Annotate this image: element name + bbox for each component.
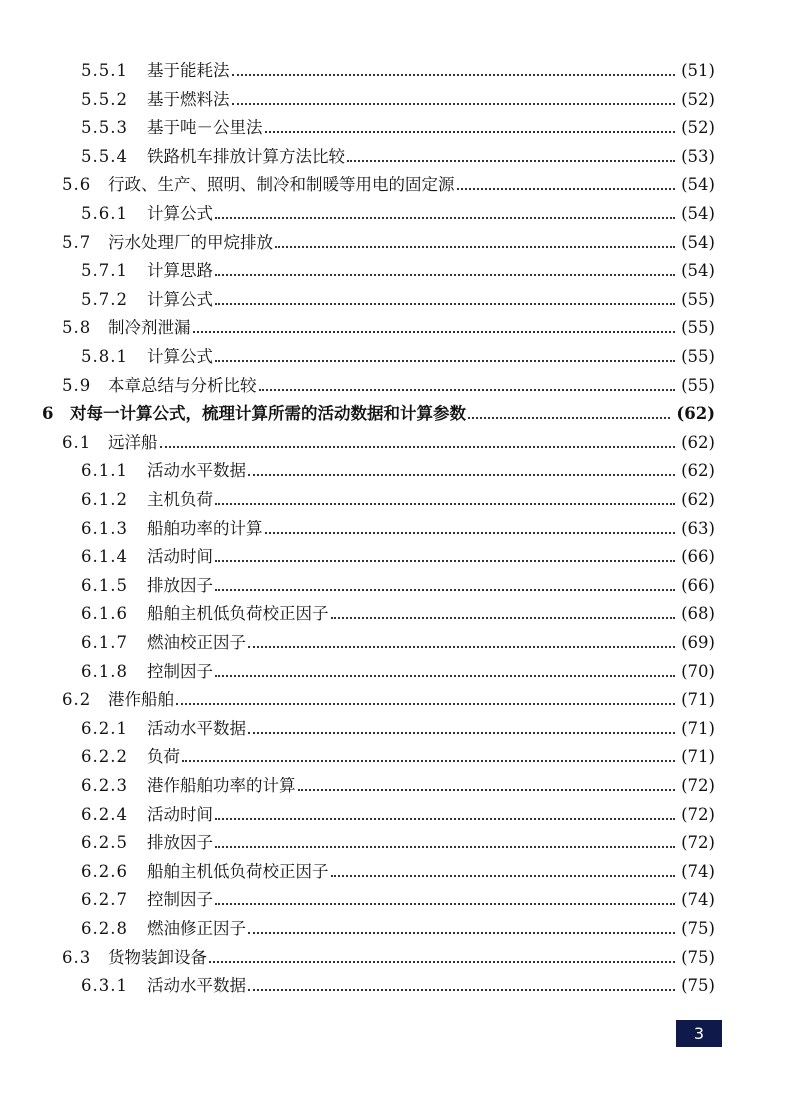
toc-entry-number: 5.6 xyxy=(62,175,92,195)
toc-entry[interactable] xyxy=(81,802,715,828)
toc-entry-number: 6.1.2 xyxy=(81,490,128,509)
toc-leader-dots xyxy=(182,760,675,762)
toc-entry-page: (62) xyxy=(681,432,715,452)
toc-entry-title: 行政、生产、照明、制冷和制暖等用电的固定源 xyxy=(108,175,455,195)
toc-entry-number: 6.2.7 xyxy=(81,890,128,910)
toc-leader-dots xyxy=(215,217,675,219)
toc-leader-dots xyxy=(215,675,675,677)
toc-entry-number: 5.5.3 xyxy=(81,118,128,138)
toc-entry[interactable] xyxy=(81,58,715,84)
toc-entry-page: (66) xyxy=(681,547,715,567)
toc-entry-number: 6.1 xyxy=(62,432,92,452)
toc-entry-number: 6.1.3 xyxy=(81,518,128,538)
toc-entry-title: 货物装卸设备 xyxy=(108,947,207,967)
toc-entry[interactable] xyxy=(62,315,715,341)
toc-leader-dots xyxy=(248,474,675,476)
toc-entry[interactable] xyxy=(62,687,715,713)
toc-entry[interactable] xyxy=(81,287,715,313)
toc-entry[interactable] xyxy=(81,830,715,856)
toc-entry-page: (55) xyxy=(681,318,715,338)
toc-entry-number: 5.8.1 xyxy=(81,347,128,366)
toc-entry[interactable] xyxy=(62,172,715,198)
toc-entry-number: 5.5.1 xyxy=(81,61,128,80)
toc-entry-title: 船舶主机低负荷校正因子 xyxy=(147,604,329,624)
toc-leader-dots xyxy=(331,617,676,619)
toc-entry-page: (52) xyxy=(681,89,715,109)
toc-leader-dots xyxy=(215,846,675,848)
toc-entry-title: 燃油校正因子 xyxy=(147,633,246,652)
toc-leader-dots xyxy=(215,360,675,362)
toc-entry-page: (75) xyxy=(681,947,715,967)
toc-leader-dots xyxy=(160,446,676,448)
toc-entry-page: (72) xyxy=(681,833,715,853)
toc-entry[interactable] xyxy=(81,544,715,570)
toc-entry-title: 本章总结与分析比较 xyxy=(108,375,257,395)
toc-entry[interactable] xyxy=(62,373,715,399)
toc-leader-dots xyxy=(275,246,675,248)
toc-entry-page: (55) xyxy=(681,375,715,395)
toc-entry-number: 6.3.1 xyxy=(81,976,128,996)
toc-leader-dots xyxy=(215,589,675,591)
toc-leader-dots xyxy=(215,503,675,505)
toc-entry-title: 铁路机车排放计算方法比较 xyxy=(147,146,345,166)
toc-entry-title: 活动水平数据 xyxy=(147,718,246,738)
toc-entry-title: 活动水平数据 xyxy=(147,461,246,481)
toc-entry-title: 主机负荷 xyxy=(147,490,213,509)
toc-entry-title: 港作船舶功率的计算 xyxy=(147,776,296,795)
toc-entry-number: 6.1.5 xyxy=(81,575,128,595)
toc-entry-number: 6.2.4 xyxy=(81,804,128,824)
toc-entry-number: 6.1.1 xyxy=(81,461,128,481)
toc-entry-page: (72) xyxy=(681,776,715,795)
toc-entry-title: 排放因子 xyxy=(147,575,213,595)
toc-entry-title: 计算公式 xyxy=(147,204,213,223)
toc-entry-number: 6.2.5 xyxy=(81,833,128,853)
toc-entry-title: 基于吨－公里法 xyxy=(147,118,263,138)
toc-entry-title: 制冷剂泄漏 xyxy=(108,318,191,338)
toc-entry-title: 计算公式 xyxy=(147,347,213,366)
toc-entry-page: (71) xyxy=(681,747,715,767)
toc-entry-page: (54) xyxy=(681,175,715,195)
toc-entry-number: 5.9 xyxy=(62,375,92,395)
toc-entry-number: 5.7 xyxy=(62,232,92,252)
toc-leader-dots xyxy=(259,389,676,391)
toc-entry[interactable] xyxy=(81,115,715,141)
toc-leader-dots xyxy=(209,961,675,963)
toc-entry-page: (51) xyxy=(681,61,715,80)
toc-leader-dots xyxy=(298,789,676,791)
toc-entry[interactable] xyxy=(42,401,715,427)
toc-leader-dots xyxy=(265,131,676,133)
toc-entry[interactable] xyxy=(81,601,715,627)
toc-entry-page: (55) xyxy=(681,347,715,366)
toc-entry-page: (74) xyxy=(681,890,715,910)
toc-entry[interactable] xyxy=(81,344,715,370)
toc-entry-number: 5.5.2 xyxy=(81,89,128,109)
toc-entry-page: (66) xyxy=(681,575,715,595)
toc-entry-title: 负荷 xyxy=(147,747,180,767)
toc-entry-title: 活动水平数据 xyxy=(147,976,246,996)
toc-leader-dots xyxy=(347,160,675,162)
toc-entry-number: 6.2.2 xyxy=(81,747,128,767)
toc-leader-dots xyxy=(193,331,676,333)
toc-entry[interactable] xyxy=(81,458,715,484)
toc-entry-title: 对每一计算公式，梳理计算所需的活动数据和计算参数 xyxy=(70,404,466,424)
toc-entry-page: (54) xyxy=(681,261,715,281)
toc-leader-dots xyxy=(331,875,676,877)
toc-entry[interactable] xyxy=(62,945,715,971)
toc-entry-title: 船舶功率的计算 xyxy=(147,518,263,538)
toc-entry[interactable] xyxy=(81,744,715,770)
toc-entry-title: 基于燃料法 xyxy=(147,89,230,109)
toc-entry[interactable] xyxy=(81,516,715,542)
toc-entry-page: (54) xyxy=(681,204,715,223)
toc-entry-page: (54) xyxy=(681,232,715,252)
toc-entry-number: 5.6.1 xyxy=(81,204,128,223)
toc-entry-number: 6.1.4 xyxy=(81,547,128,567)
toc-entry[interactable] xyxy=(81,716,715,742)
toc-entry-page: (52) xyxy=(681,118,715,138)
toc-leader-dots xyxy=(215,818,675,820)
toc-entry-page: (55) xyxy=(681,289,715,309)
toc-leader-dots xyxy=(468,417,670,419)
toc-entry[interactable] xyxy=(81,887,715,913)
toc-entry-page: (62) xyxy=(681,461,715,481)
toc-entry-page: (69) xyxy=(681,633,715,652)
toc-entry-page: (72) xyxy=(681,804,715,824)
toc-entry-title: 控制因子 xyxy=(147,661,213,681)
toc-entry-page: (62) xyxy=(681,490,715,509)
toc-leader-dots xyxy=(232,103,676,105)
toc-entry-page: (53) xyxy=(681,146,715,166)
toc-entry-number: 5.7.2 xyxy=(81,289,128,309)
toc-entry[interactable] xyxy=(81,916,715,942)
toc-entry[interactable] xyxy=(81,630,715,656)
toc-entry-number: 5.5.4 xyxy=(81,146,128,166)
toc-entry[interactable] xyxy=(81,201,715,227)
toc-entry-title: 污水处理厂的甲烷排放 xyxy=(108,232,273,252)
toc-entry[interactable] xyxy=(62,430,715,456)
toc-entry-number: 5.8 xyxy=(62,318,92,338)
toc-entry-number: 6.1.7 xyxy=(81,633,128,652)
toc-entry[interactable] xyxy=(81,659,715,685)
toc-entry[interactable] xyxy=(81,973,715,999)
toc-entry-title: 排放因子 xyxy=(147,833,213,853)
toc-leader-dots xyxy=(215,303,675,305)
toc-entry-title: 远洋船 xyxy=(108,432,158,452)
toc-entry-number: 6.2.1 xyxy=(81,718,128,738)
toc-entry-page: (75) xyxy=(681,919,715,938)
toc-entry[interactable] xyxy=(81,573,715,599)
toc-entry-number: 6.2 xyxy=(62,690,92,710)
toc-entry[interactable] xyxy=(62,230,715,256)
toc-entry-title: 计算公式 xyxy=(147,289,213,309)
toc-leader-dots xyxy=(457,188,676,190)
toc-leader-dots xyxy=(176,703,675,705)
toc-leader-dots xyxy=(215,274,675,276)
toc-entry-page: (75) xyxy=(681,976,715,996)
toc-entry-page: (71) xyxy=(681,690,715,710)
toc-entry-number: 5.7.1 xyxy=(81,261,128,281)
toc-entry-title: 控制因子 xyxy=(147,890,213,910)
toc-entry-page: (70) xyxy=(681,661,715,681)
toc-entry-number: 6.3 xyxy=(62,947,92,967)
toc-entry-title: 燃油修正因子 xyxy=(147,919,246,938)
toc-entry[interactable] xyxy=(81,859,715,885)
toc-entry-number: 6.2.3 xyxy=(81,776,128,795)
toc-entry-page: (63) xyxy=(681,518,715,538)
toc-entry-title: 活动时间 xyxy=(147,804,213,824)
toc-entry[interactable] xyxy=(81,87,715,113)
page-number-badge: 3 xyxy=(676,1020,722,1047)
toc-entry[interactable] xyxy=(81,773,715,799)
toc-entry-title: 港作船舶 xyxy=(108,690,174,710)
toc-entry-title: 船舶主机低负荷校正因子 xyxy=(147,861,329,881)
toc-entry-title: 计算思路 xyxy=(147,261,213,281)
toc-leader-dots xyxy=(265,532,676,534)
toc-entry-title: 基于能耗法 xyxy=(147,61,230,80)
toc-leader-dots xyxy=(232,74,676,76)
toc-entry-page: (68) xyxy=(681,604,715,624)
toc-entry[interactable] xyxy=(81,258,715,284)
toc-entry-page: (74) xyxy=(681,861,715,881)
toc-leader-dots xyxy=(215,903,675,905)
toc-entry-number: 6.2.6 xyxy=(81,861,128,881)
toc-entry-number: 6 xyxy=(42,404,55,424)
toc-entry-number: 6.1.6 xyxy=(81,604,128,624)
toc-entry-page: (62) xyxy=(676,404,715,424)
toc-leader-dots xyxy=(248,932,675,934)
toc-entry[interactable] xyxy=(81,144,715,170)
toc-entry-number: 6.1.8 xyxy=(81,661,128,681)
toc-entry-number: 6.2.8 xyxy=(81,919,128,938)
toc-leader-dots xyxy=(215,560,675,562)
toc-entry-title: 活动时间 xyxy=(147,547,213,567)
toc-leader-dots xyxy=(248,989,675,991)
toc-leader-dots xyxy=(248,732,675,734)
toc-leader-dots xyxy=(248,646,675,648)
toc-entry-page: (71) xyxy=(681,718,715,738)
toc-entry[interactable] xyxy=(81,487,715,513)
